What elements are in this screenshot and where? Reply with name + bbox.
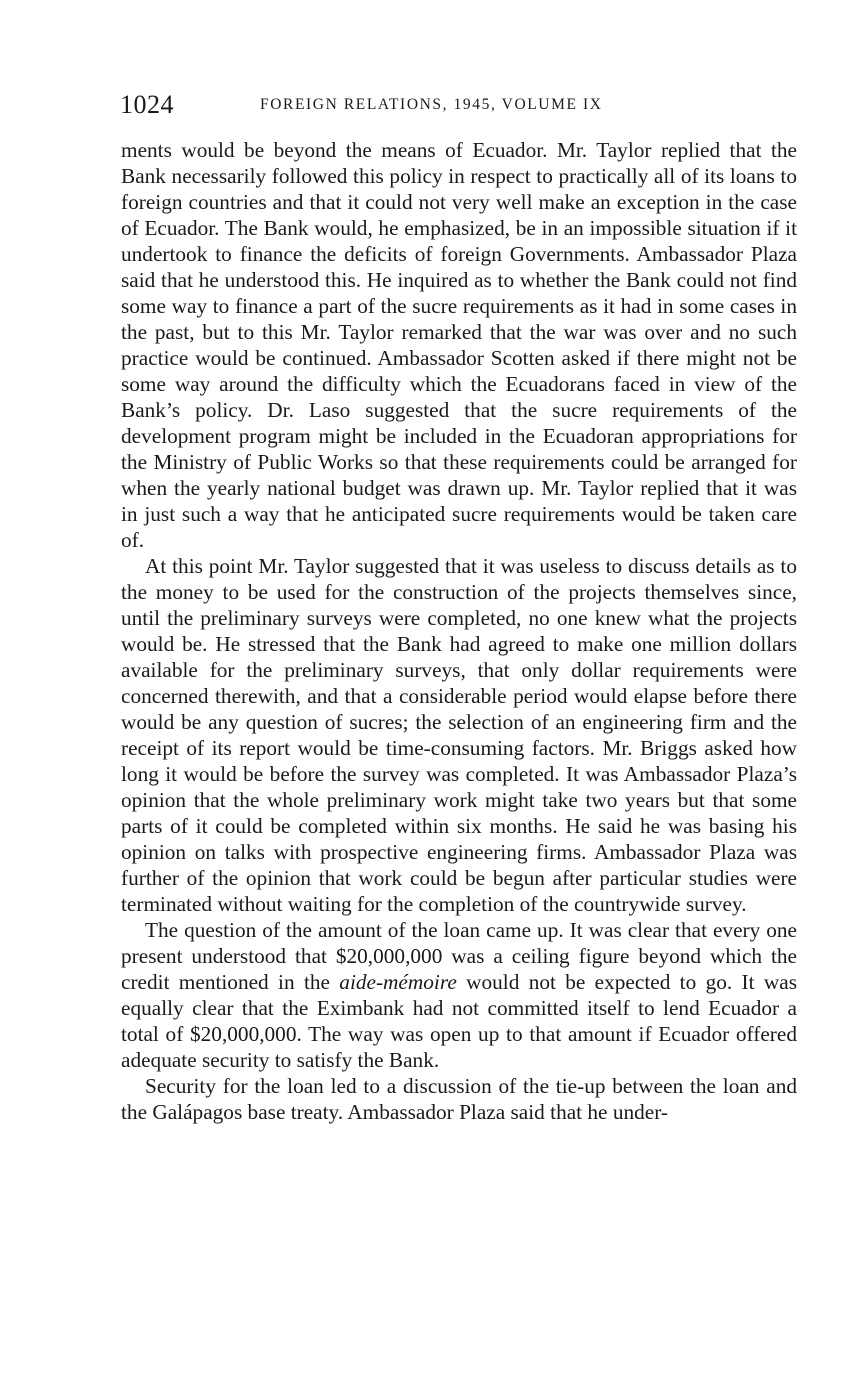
paragraph-security: Security for the loan led to a discussion of the tie-up between the loan and the Galápagos base treaty. Ambassador Plaza said that he under-	[121, 1074, 797, 1124]
loan-amount-text-before: The question of the amount of the loan came up. It was clear that every one present understood that $20,000,000 was a ceiling figure beyond which the credit mentioned in the	[121, 918, 797, 994]
loan-amount-text-after: would not be expected to go. It was equally clear that the Eximbank had not committed itself to lend Ecuador a total of $20,000,000. The way was open up to that amount if Ecuador offered adequate security to satisfy the Bank.	[121, 970, 797, 1072]
paragraph-preliminary-surveys: At this point Mr. Taylor suggested that it was useless to discuss details as to the money to be used for the construction of the projects themselves since, until the preliminary surveys were completed, no one knew what the projects would be. He stressed that the Bank had agreed to make one million dollars available for the preliminary surveys, that only dollar requirements were concerned therewith, and that a considerable period would elapse before there would be any question of sucres; the selection of an engineering firm and the receipt of its report would be time-consuming factors. Mr. Briggs asked how long it would be before the survey was completed. It was Ambassador Plaza’s opinion that the whole preliminary work might take two years but that some parts of it could be completed within six months. He said he was basing his opinion on talks with prospective engineering firms. Ambassador Plaza was further of the opinion that work could be begun after particular studies were terminated without waiting for the completion of the countrywide survey.	[121, 554, 797, 916]
running-head-title: FOREIGN RELATIONS, 1945, VOLUME IX	[260, 96, 603, 113]
aide-memoire-term: aide-mémoire	[339, 970, 457, 994]
page-number: 1024	[120, 90, 174, 119]
running-head	[120, 90, 800, 120]
body-text	[121, 137, 797, 1125]
paragraph-continued: ments would be beyond the means of Ecuador. Mr. Taylor replied that the Bank necessarily followed this policy in respect to practically all of its loans to foreign countries and that it could not very well make an exception in the case of Ecuador. The Bank would, he emphasized, be in an impossible situation if it undertook to finance the deficits of foreign Governments. Ambassador Plaza said that he understood this. He inquired as to whether the Bank could not find some way to finance a part of the sucre requirements as it had in some cases in the past, but to this Mr. Taylor remarked that the war was over and no such practice would be continued. Ambassador Scotten asked if there might not be some way around the difficulty which the Ecuadorans faced in view of the Bank’s policy. Dr. Laso suggested that the sucre requirements of the development program might be included in the Ecuadoran appropriations for the Ministry of Public Works so that these requirements could be arranged for when the yearly national budget was drawn up. Mr. Taylor replied that it was in just such a way that he anticipated sucre requirements would be taken care of.	[121, 138, 797, 552]
paragraph-loan-amount	[121, 917, 797, 1073]
